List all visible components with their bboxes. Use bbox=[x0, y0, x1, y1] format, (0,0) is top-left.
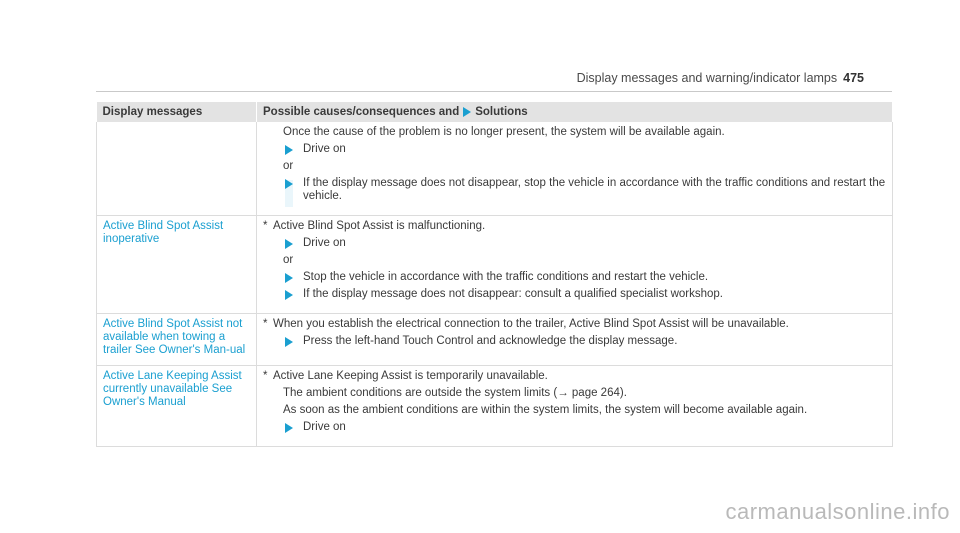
cause-text: Active Lane Keeping Assist is temporarily unavailable. bbox=[273, 370, 548, 382]
step-text: Stop the vehicle in accordance with the traffic conditions and restart the vehicle. bbox=[303, 271, 709, 283]
column-header-solutions-label: Solutions bbox=[475, 106, 528, 118]
asterisk-icon: * bbox=[263, 220, 268, 232]
step-arrow-icon bbox=[285, 179, 293, 189]
page-number: 475 bbox=[843, 71, 864, 85]
table-row bbox=[97, 314, 893, 366]
column-header-solutions bbox=[257, 102, 893, 122]
message-cell: Active Lane Keeping Assist currently unavailable See Owner's Manual bbox=[97, 366, 257, 447]
step-text: Drive on bbox=[303, 237, 346, 249]
asterisk-icon: * bbox=[263, 370, 268, 382]
step-arrow-icon bbox=[285, 290, 293, 300]
or-text: or bbox=[283, 160, 294, 172]
table-row bbox=[97, 122, 893, 216]
or-text: or bbox=[283, 254, 294, 266]
section-title: Display messages and warning/indicator lamps bbox=[576, 71, 838, 85]
column-header-messages: Display messages bbox=[97, 102, 257, 122]
cause-text: Once the cause of the problem is no longer present, the system will be available again. bbox=[283, 126, 725, 138]
asterisk-icon: * bbox=[263, 318, 268, 330]
instruction-step bbox=[263, 237, 886, 250]
detail-text: The ambient conditions are outside the system limits (→ page 264). bbox=[283, 387, 627, 399]
table-header-row bbox=[97, 102, 893, 122]
instruction-step bbox=[263, 288, 886, 301]
step-text: If the display message does not disappear: consult a qualified specialist workshop. bbox=[303, 288, 723, 300]
cause-text: When you establish the electrical connection to the trailer, Active Blind Spot Assist will be unavailable. bbox=[273, 318, 789, 330]
instruction-step bbox=[263, 421, 886, 434]
solution-cell bbox=[257, 122, 893, 216]
header-divider bbox=[96, 91, 892, 92]
cause-note bbox=[263, 370, 886, 383]
column-header-causes: Possible causes/consequences and bbox=[263, 106, 460, 118]
watermark: carmanualsonline.info bbox=[725, 499, 950, 524]
cause-text: Active Blind Spot Assist is malfunctioning. bbox=[273, 220, 486, 232]
table-row bbox=[97, 366, 893, 447]
instruction-step bbox=[263, 335, 886, 348]
instruction-step bbox=[263, 143, 886, 156]
message-cell: Active Blind Spot Assist inoperative bbox=[97, 216, 257, 314]
instruction-step bbox=[263, 271, 886, 284]
step-arrow-icon bbox=[285, 273, 293, 283]
step-arrow-icon bbox=[285, 337, 293, 347]
cause-note bbox=[263, 220, 886, 233]
message-cell: Active Blind Spot Assist not available when towing a trailer See Owner's Man-ual bbox=[97, 314, 257, 366]
cause-note bbox=[263, 318, 886, 331]
display-messages-table bbox=[96, 102, 893, 447]
solution-cell bbox=[257, 314, 893, 366]
detail-text: As soon as the ambient conditions are within the system limits, the system will become available again. bbox=[283, 404, 808, 416]
step-text: Press the left-hand Touch Control and acknowledge the display message. bbox=[303, 335, 678, 347]
solution-cell bbox=[257, 216, 893, 314]
step-arrow-icon bbox=[285, 145, 293, 155]
message-cell bbox=[97, 122, 257, 216]
solution-cell bbox=[257, 366, 893, 447]
table-row bbox=[97, 216, 893, 314]
step-arrow-icon bbox=[285, 423, 293, 433]
step-text: Drive on bbox=[303, 421, 346, 433]
step-arrow-icon bbox=[463, 107, 471, 117]
running-header bbox=[577, 71, 864, 85]
step-text: If the display message does not disappear, stop the vehicle in accordance with the traffic conditions and restart the vehicle. bbox=[303, 177, 886, 202]
instruction-step bbox=[263, 177, 886, 203]
step-arrow-icon bbox=[285, 239, 293, 249]
step-text: Drive on bbox=[303, 143, 346, 155]
